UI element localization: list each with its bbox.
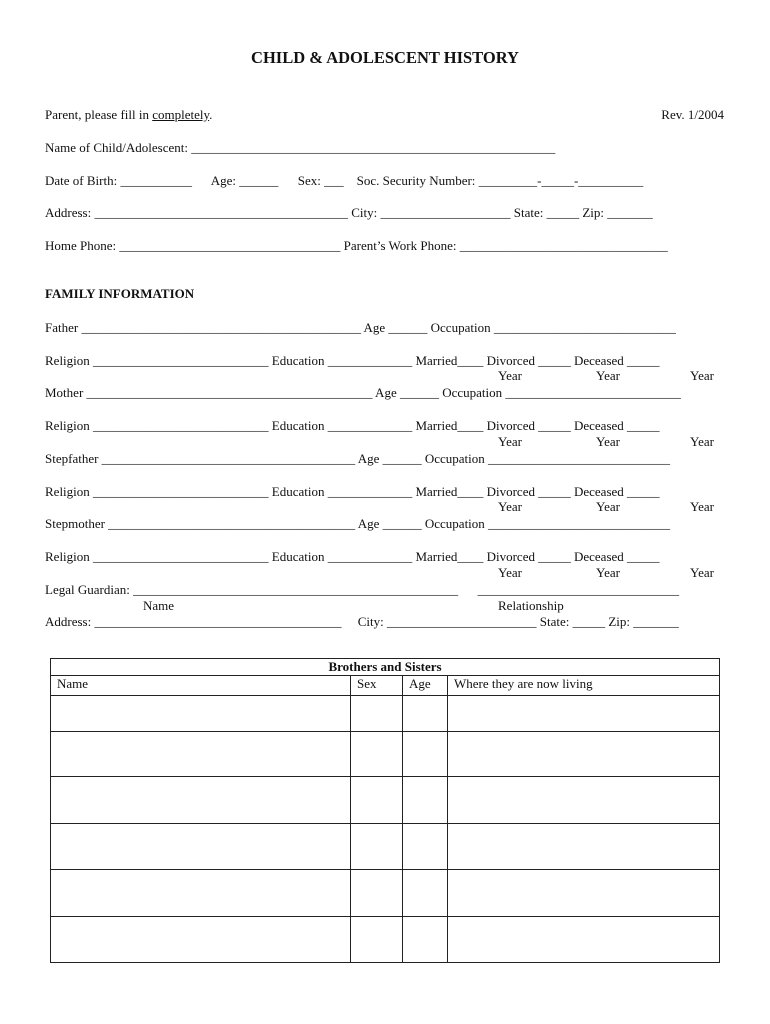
table-row	[51, 732, 720, 777]
column-header-age: Age	[403, 676, 448, 696]
address-line[interactable]: Address: _______________________________________ City: ____________________ State: _____ Zip: _______	[45, 205, 653, 220]
table-row	[51, 777, 720, 824]
year-caption: Year	[596, 499, 620, 514]
father-religion-line[interactable]: Religion ___________________________ Education _____________ Married____ Divorced _____ Deceased _____	[45, 353, 660, 368]
sibling-sex-cell[interactable]	[351, 732, 403, 777]
date-of-birth-line[interactable]: Date of Birth: ___________ Age: ______ Sex: ___ Soc. Security Number: _________-_____-__________	[45, 173, 644, 188]
sibling-age-cell[interactable]	[403, 777, 448, 824]
sibling-location-cell[interactable]	[448, 696, 720, 732]
year-caption: Year	[596, 434, 620, 449]
instruction-prefix: Parent, please fill in	[45, 107, 153, 122]
instruction-text	[45, 107, 212, 123]
sibling-sex-cell[interactable]	[351, 777, 403, 824]
sibling-name-cell[interactable]	[51, 777, 351, 824]
father-line[interactable]: Father ___________________________________________ Age ______ Occupation ____________________________	[45, 320, 676, 335]
siblings-table-caption: Brothers and Sisters	[51, 659, 720, 676]
sibling-age-cell[interactable]	[403, 824, 448, 870]
sibling-location-cell[interactable]	[448, 870, 720, 917]
phone-line[interactable]: Home Phone: __________________________________ Parent’s Work Phone: ________________________________	[45, 238, 668, 253]
year-caption: Year	[690, 565, 714, 580]
year-caption: Year	[498, 368, 522, 383]
family-information-heading: FAMILY INFORMATION	[45, 286, 195, 301]
table-row	[51, 917, 720, 963]
sibling-sex-cell[interactable]	[351, 824, 403, 870]
column-header-sex: Sex	[351, 676, 403, 696]
instruction-emphasis: completely	[152, 107, 210, 122]
guardian-address-line[interactable]: Address: ______________________________________ City: _______________________ State: _____ Zip: _______	[45, 614, 679, 629]
year-caption: Year	[498, 499, 522, 514]
sibling-location-cell[interactable]	[448, 824, 720, 870]
relationship-caption: Relationship	[498, 598, 564, 613]
name-caption: Name	[143, 598, 175, 613]
siblings-table	[50, 658, 720, 963]
year-caption: Year	[596, 565, 620, 580]
year-caption: Year	[690, 368, 714, 383]
sibling-name-cell[interactable]	[51, 870, 351, 917]
sibling-location-cell[interactable]	[448, 732, 720, 777]
year-caption: Year	[690, 499, 714, 514]
sibling-age-cell[interactable]	[403, 696, 448, 732]
revision-label: Rev. 1/2004	[661, 107, 724, 122]
form-title: CHILD & ADOLESCENT HISTORY	[251, 48, 519, 67]
instruction-suffix: .	[209, 107, 213, 122]
sibling-age-cell[interactable]	[403, 732, 448, 777]
sibling-name-cell[interactable]	[51, 696, 351, 732]
legal-guardian-line[interactable]: Legal Guardian: __________________________________________________ _______________________________	[45, 582, 680, 597]
child-name-field[interactable]: Name of Child/Adolescent: ________________________________________________________	[45, 140, 556, 155]
year-caption: Year	[690, 434, 714, 449]
table-row	[51, 870, 720, 917]
sibling-name-cell[interactable]	[51, 917, 351, 963]
year-caption: Year	[498, 434, 522, 449]
sibling-sex-cell[interactable]	[351, 917, 403, 963]
sibling-age-cell[interactable]	[403, 917, 448, 963]
sibling-sex-cell[interactable]	[351, 870, 403, 917]
sibling-location-cell[interactable]	[448, 777, 720, 824]
table-row	[51, 824, 720, 870]
stepmother-line[interactable]: Stepmother ______________________________________ Age ______ Occupation ____________________________	[45, 516, 671, 531]
sibling-location-cell[interactable]	[448, 917, 720, 963]
mother-religion-line[interactable]: Religion ___________________________ Education _____________ Married____ Divorced _____ Deceased _____	[45, 418, 660, 433]
sibling-name-cell[interactable]	[51, 732, 351, 777]
mother-line[interactable]: Mother ____________________________________________ Age ______ Occupation ___________________________	[45, 385, 681, 400]
table-row	[51, 696, 720, 732]
column-header-name: Name	[51, 676, 351, 696]
column-header-location: Where they are now living	[448, 676, 720, 696]
stepfather-line[interactable]: Stepfather _______________________________________ Age ______ Occupation ____________________________	[45, 451, 671, 466]
year-caption: Year	[596, 368, 620, 383]
stepmother-religion-line[interactable]: Religion ___________________________ Education _____________ Married____ Divorced _____ Deceased _____	[45, 549, 660, 564]
year-caption: Year	[498, 565, 522, 580]
sibling-name-cell[interactable]	[51, 824, 351, 870]
sibling-sex-cell[interactable]	[351, 696, 403, 732]
stepfather-religion-line[interactable]: Religion ___________________________ Education _____________ Married____ Divorced _____ Deceased _____	[45, 484, 660, 499]
sibling-age-cell[interactable]	[403, 870, 448, 917]
